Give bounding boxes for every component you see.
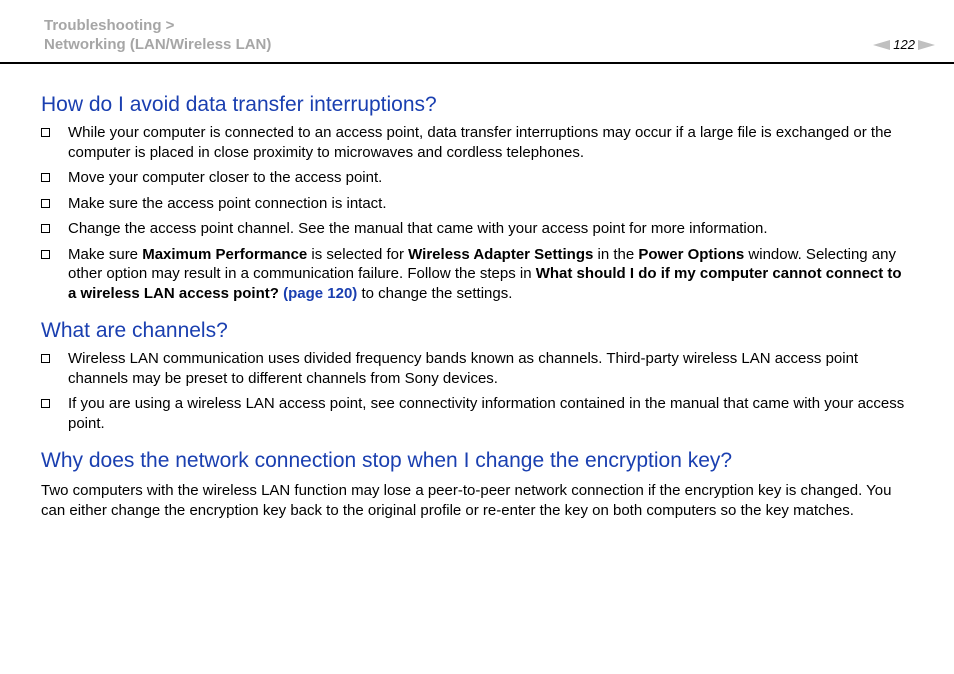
page-content xyxy=(41,92,913,520)
checkbox-bullet-icon xyxy=(41,199,50,208)
header-divider xyxy=(0,62,954,64)
page-number: 122 xyxy=(893,37,915,52)
maximum-performance-term: Maximum Performance xyxy=(142,245,308,263)
list-item: Make sure Maximum Performance is selected for Wireless Adapter Settings in the Power Options window. Selecting any other option may result in a communication failure. Follow the steps in What should I do if my computer cannot connect to a wireless LAN access point? (page 120) to change the settings. xyxy=(41,245,913,304)
breadcrumb-troubleshooting[interactable]: Troubleshooting > xyxy=(44,17,175,34)
wireless-adapter-settings-term: Wireless Adapter Settings xyxy=(408,245,594,263)
checkbox-bullet-icon xyxy=(41,128,50,137)
power-options-term: Power Options xyxy=(638,245,745,263)
channels-list xyxy=(41,349,913,433)
previous-page-arrow-icon[interactable] xyxy=(873,40,890,50)
next-page-arrow-icon[interactable] xyxy=(918,40,935,50)
cross-reference-title: What should I do if my computer cannot connect to a wireless LAN access point? xyxy=(68,265,902,302)
checkbox-bullet-icon xyxy=(41,173,50,182)
checkbox-bullet-icon xyxy=(41,399,50,408)
list-item: If you are using a wireless LAN access point, see connectivity information contained in the manual that came with your access point. xyxy=(41,394,913,433)
list-item: Wireless LAN communication uses divided frequency bands known as channels. Third-party wireless LAN access point channels may be preset to different channels from Sony devices. xyxy=(41,349,913,388)
section-title-encryption-key: Why does the network connection stop when I change the encryption key? xyxy=(41,449,733,472)
list-item: Change the access point channel. See the manual that came with your access point for more information. xyxy=(41,219,913,239)
section-title-data-transfer: How do I avoid data transfer interruptions? xyxy=(41,93,437,116)
list-item: While your computer is connected to an access point, data transfer interruptions may occur if a large file is exchanged or the computer is placed in close proximity to microwaves and cordless telephones. xyxy=(41,123,913,162)
list-item: Move your computer closer to the access point. xyxy=(41,168,913,188)
checkbox-bullet-icon xyxy=(41,354,50,363)
checkbox-bullet-icon xyxy=(41,224,50,233)
encryption-key-paragraph: Two computers with the wireless LAN function may lose a peer-to-peer network connection if the encryption key is changed. You can either change the encryption key back to the original profile or re-enter the key on both computers so the key matches. xyxy=(41,482,892,519)
page-navigator xyxy=(873,37,935,52)
page-header xyxy=(0,0,954,64)
section-title-channels: What are channels? xyxy=(41,319,228,342)
data-transfer-tips-list xyxy=(41,123,913,303)
checkbox-bullet-icon xyxy=(41,250,50,259)
page-120-link[interactable]: (page 120) xyxy=(283,284,358,302)
breadcrumb-networking[interactable]: Networking (LAN/Wireless LAN) xyxy=(44,36,272,53)
list-item: Make sure the access point connection is intact. xyxy=(41,194,913,214)
